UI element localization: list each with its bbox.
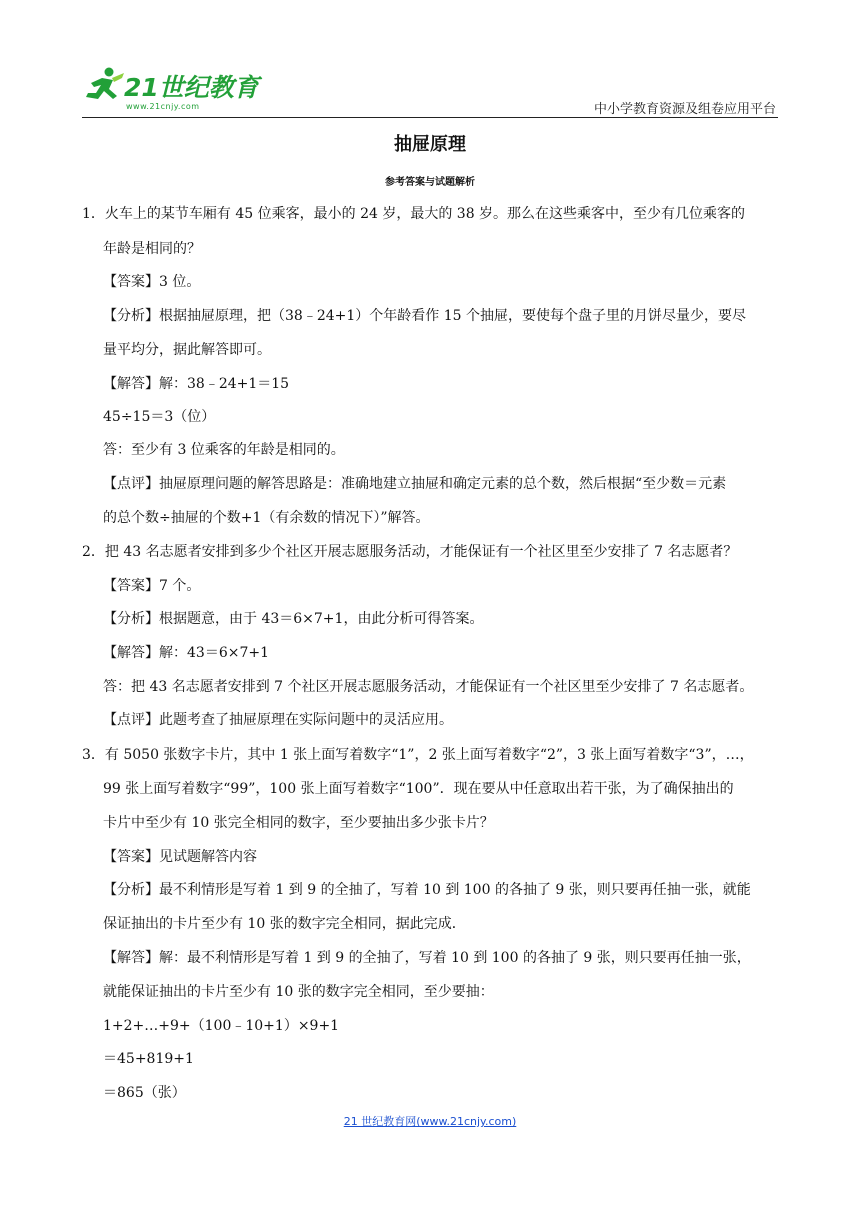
question-1-text: 1．火车上的某节车厢有 45 位乘客，最小的 24 岁，最大的 38 岁。那么在这些乘客中，至少有几位乘客的: [82, 206, 746, 222]
solution-3-cont: 就能保证抽出的卡片至少有 10 张的数字完全相同，至少要抽：: [103, 984, 494, 1000]
header-divider: [82, 117, 778, 118]
solution-1: 【解答】解：38﹣24+1＝15: [103, 376, 290, 392]
platform-name: 中小学教育资源及组卷应用平台: [593, 102, 776, 117]
solution-2-answer: 答：把 43 名志愿者安排到 7 个社区开展志愿服务活动，才能保证有一个社区里至少安排了 7 名志愿者。: [103, 679, 754, 695]
solution-1-step: 45÷15＝3（位）: [103, 409, 216, 425]
analysis-1: 【分析】根据抽屉原理，把（38﹣24+1）个年龄看作 15 个抽屉，要使每个盘子里的月饼尽量少，要尽: [103, 308, 746, 324]
solution-2: 【解答】解：43＝6×7+1: [103, 645, 269, 661]
solution-3-step: ＝45+819+1: [103, 1051, 194, 1067]
analysis-3: 【分析】最不利情形是写着 1 到 9 的全抽了，写着 10 到 100 的各抽了 9 张，则只要再任抽一张，就能: [103, 882, 751, 898]
solution-3: 【解答】解：最不利情形是写着 1 到 9 的全抽了，写着 10 到 100 的各抽了 9 张，则只要再任抽一张，: [103, 950, 751, 966]
page-title: 抽屉原理: [394, 134, 466, 155]
analysis-1-cont: 量平均分，据此解答即可。: [103, 342, 271, 358]
runner-logo-icon: [82, 66, 126, 106]
page-header: [82, 62, 778, 118]
question-3-text: 3．有 5050 张数字卡片，其中 1 张上面写着数字“1”，2 张上面写着数字“2”，3 张上面写着数字“3”，…，: [82, 747, 754, 763]
answer-1: 【答案】3 位。: [103, 274, 201, 290]
site-logo[interactable]: [82, 66, 322, 118]
solution-1-answer: 答：至少有 3 位乘客的年龄是相同的。: [103, 442, 345, 458]
logo-text: 21世纪教育: [124, 73, 259, 102]
footer-link[interactable]: 21 世纪教育网(www.21cnjy.com): [343, 1115, 517, 1128]
analysis-2: 【分析】根据题意，由于 43＝6×7+1，由此分析可得答案。: [103, 611, 484, 627]
question-3-text-cont-2: 卡片中至少有 10 张完全相同的数字，至少要抽出多少张卡片？: [103, 815, 494, 831]
solution-3-result: ＝865（张）: [103, 1085, 186, 1101]
question-2-text: 2．把 43 名志愿者安排到多少个社区开展志愿服务活动，才能保证有一个社区里至少安排了 7 名志愿者？: [82, 544, 738, 560]
comment-1: 【点评】抽屉原理问题的解答思路是：准确地建立抽屉和确定元素的总个数，然后根据“至少数＝元素: [103, 476, 727, 492]
answer-2: 【答案】7 个。: [103, 578, 201, 594]
analysis-3-cont: 保证抽出的卡片至少有 10 张的数字完全相同，据此完成．: [103, 916, 466, 932]
solution-3-formula: 1+2+…+9+（100﹣10+1）×9+1: [103, 1018, 340, 1034]
comment-2: 【点评】此题考查了抽屉原理在实际问题中的灵活应用。: [103, 712, 453, 728]
question-1-text-cont: 年龄是相同的？: [103, 241, 201, 257]
answer-3: 【答案】见试题解答内容: [103, 849, 257, 865]
comment-1-cont: 的总个数÷抽屉的个数+1（有余数的情况下）”解答。: [103, 510, 430, 526]
page-subtitle: 参考答案与试题解析: [385, 177, 475, 188]
logo-url: www.21cnjy.com: [126, 102, 200, 111]
question-3-text-cont-1: 99 张上面写着数字“99”，100 张上面写着数字“100”．现在要从中任意取出若干张，为了确保抽出的: [103, 781, 734, 797]
